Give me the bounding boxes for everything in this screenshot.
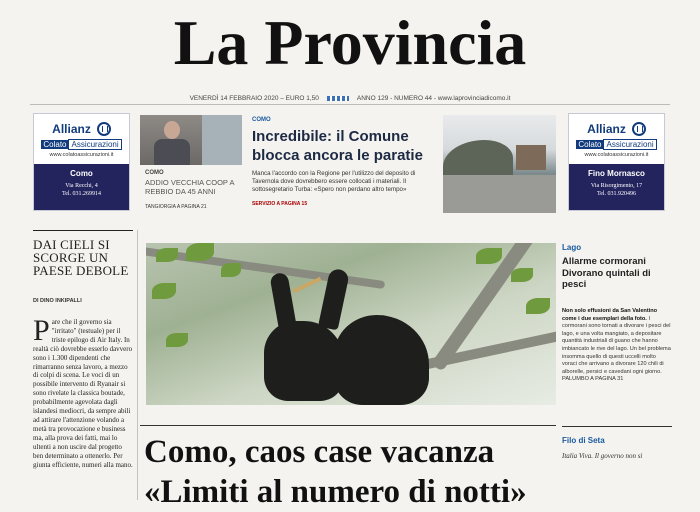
dateline-issue: ANNO 129 - NUMERO 44 - www.laprovinciadicomo.it bbox=[356, 94, 511, 102]
filo-di-seta-title[interactable]: Filo di Seta bbox=[562, 436, 605, 445]
teaser-page-ref: TANGIORGIA A PAGINA 21 bbox=[145, 204, 207, 210]
ad-agency bbox=[569, 140, 664, 149]
photo-leaf bbox=[186, 243, 214, 261]
section-rule bbox=[140, 425, 556, 426]
photo-roof bbox=[516, 145, 546, 170]
main-photo-cormorants[interactable] bbox=[146, 243, 556, 405]
ad-agency-name: Colato bbox=[43, 140, 67, 149]
ad-url[interactable]: www.colatoassicurazioni.it bbox=[584, 152, 649, 158]
ad-contact bbox=[34, 164, 129, 210]
lead-page-ref: SERVIZIO A PAGINA 15 bbox=[252, 201, 308, 207]
column-divider bbox=[137, 230, 138, 500]
flag-icon bbox=[327, 96, 349, 101]
ad-brand-name: Allianz bbox=[587, 122, 626, 136]
right-story-text: I cormorani sono tornati a divorare i pesci del lago, e una volta mangiato, a depositare quantità industriali di guano che hanno imbiancato le rive del lago. Un bel problema insomma quello di questi uccelli molto voraci che arrivano a divorare 120 chili di alborelle, persici e cavedani ogni giorno. PALUMBO A PAGINA 31 bbox=[562, 315, 671, 383]
editorial-body bbox=[33, 314, 133, 469]
ad-brand bbox=[569, 114, 664, 164]
ad-contact bbox=[569, 164, 664, 210]
photo-branch bbox=[146, 245, 385, 289]
ad-phone: Tel. 031.920496 bbox=[596, 191, 637, 197]
ad-brand-name: Allianz bbox=[52, 122, 91, 136]
dateline-date: VENERDÌ 14 FEBBRAIO 2020 – EURO 1,50 bbox=[189, 94, 319, 102]
photo-leaf bbox=[476, 248, 502, 264]
ad-agency-type: Assicurazioni bbox=[68, 139, 121, 150]
ad-box-right[interactable] bbox=[568, 113, 665, 211]
ad-city: Como bbox=[70, 169, 93, 178]
bottom-headline[interactable]: Como, caos case vacanza bbox=[144, 434, 495, 470]
ad-box-left[interactable] bbox=[33, 113, 130, 211]
photo-wall bbox=[443, 175, 556, 213]
ad-agency bbox=[34, 140, 129, 149]
lead-photo[interactable] bbox=[443, 115, 556, 213]
photo-leaf bbox=[156, 248, 178, 262]
filo-di-seta-text: Italia Viva. Il governo non si bbox=[562, 452, 643, 460]
lead-headline[interactable]: Incredibile: il Comune blocca ancora le paratie bbox=[252, 128, 423, 164]
dateline bbox=[30, 92, 670, 105]
photo-leaf bbox=[511, 268, 533, 282]
right-story-lead: Non solo effusioni da San Valentino come i due esemplari della foto. bbox=[562, 308, 658, 322]
ad-phone: Tel. 031.269914 bbox=[61, 191, 102, 197]
teaser-photo[interactable] bbox=[140, 115, 242, 165]
photo-leaf bbox=[221, 263, 241, 277]
ad-url[interactable]: www.colatoassicurazioni.it bbox=[49, 152, 114, 158]
allianz-logo-icon bbox=[632, 122, 646, 136]
ad-address: Via Risorgimento, 17 bbox=[590, 183, 643, 189]
right-story-kicker: Lago bbox=[562, 243, 582, 252]
drop-cap: P bbox=[33, 314, 50, 347]
lead-kicker: COMO bbox=[252, 117, 271, 123]
lead-summary: Manca l'accordo con la Regione per l'utilizzo del deposito di Tavernola dove dovrebbero essere collocati i materiali. Il sottosegretario Turba: «Spero non perdano altro tempo» bbox=[252, 170, 416, 193]
bottom-subheadline[interactable]: «Limiti al numero di notti» bbox=[144, 474, 527, 510]
ad-agency-name: Colato bbox=[578, 140, 602, 149]
right-story-body bbox=[562, 308, 672, 384]
teaser-kicker: COMO bbox=[145, 170, 164, 176]
right-story-headline[interactable]: Allarme cormorani Divorano quintali di pesci bbox=[562, 256, 651, 290]
photo-background bbox=[202, 115, 242, 165]
cormorant-body bbox=[264, 321, 344, 401]
ad-brand bbox=[34, 114, 129, 164]
editorial-headline[interactable]: DAI CIELI SI SCORGE UN PAESE DEBOLE bbox=[33, 237, 129, 278]
column-rule bbox=[33, 230, 133, 231]
teaser-headline[interactable]: ADDIO VECCHIA COOP A REBBIO DA 45 ANNI bbox=[145, 178, 235, 196]
editorial-author: DI DINO INKIPALLI bbox=[33, 298, 82, 304]
photo-leaf bbox=[152, 283, 176, 299]
editorial-body-text: are che il governo sia "irritato" (testuale) per il triste epilogo di Air Italy. In realtà ciò dovrebbe esserlo davvero sono i 1.300 dipendenti che rimarranno senza lavoro, a mezzo di colpi di scena. Le voci di un possibile intervento di Ryanair si sono rivelate la classica boutade, probabilmente agevolata dagli islandesi mediocri, da sempre abili ad attirare l'attenzione volando a metà tra provocazione e business ma, alla prova dei fatti, mai lo ultenti a non uscire dal progetto ben determinato a ottenerlo. Per giunta efficiente, numeri alla mano. bbox=[33, 318, 133, 469]
ad-city: Fino Mornasco bbox=[588, 169, 645, 178]
photo-leaf bbox=[526, 298, 550, 314]
allianz-logo-icon bbox=[97, 122, 111, 136]
cormorant-body bbox=[334, 315, 429, 405]
ad-agency-type: Assicurazioni bbox=[603, 139, 656, 150]
masthead-title: La Provincia bbox=[173, 7, 527, 78]
photo-person-head bbox=[164, 121, 180, 139]
photo-person-body bbox=[154, 139, 190, 165]
photo-leaf bbox=[166, 333, 188, 347]
ad-address: Via Recchi, 4 bbox=[65, 183, 98, 189]
column-rule bbox=[562, 426, 672, 427]
cormorant-beak bbox=[293, 277, 322, 293]
